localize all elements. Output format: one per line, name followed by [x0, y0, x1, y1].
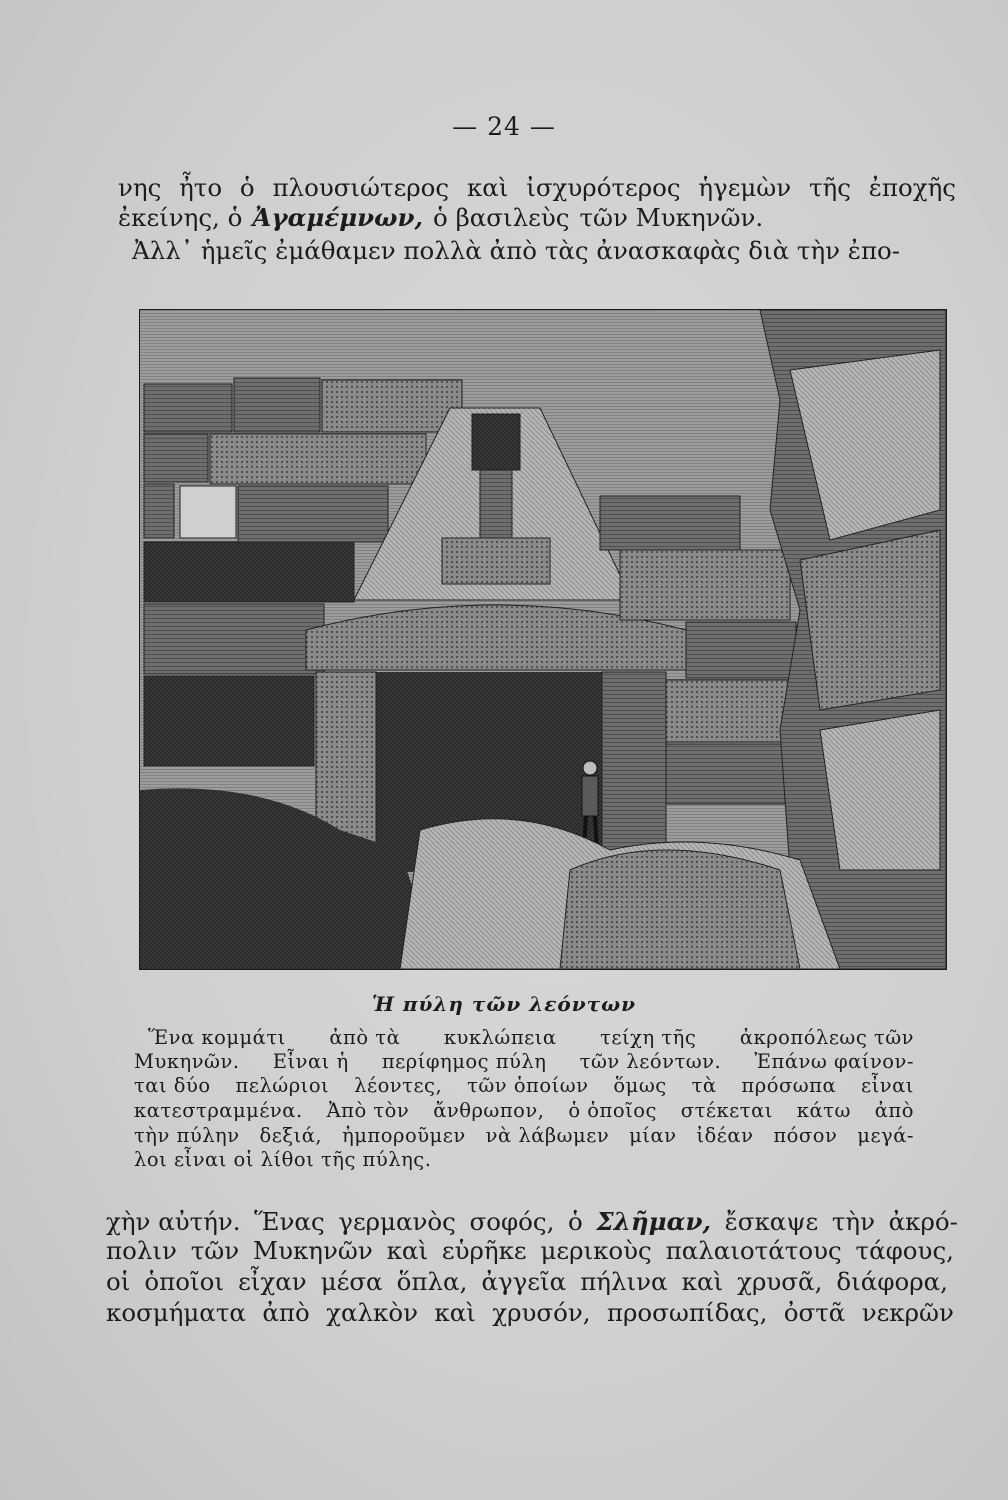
word: σοφός,	[469, 1207, 555, 1236]
word: χρυσᾶ,	[737, 1267, 823, 1296]
word: τὴν	[831, 1207, 875, 1236]
word: τῶν	[190, 1236, 240, 1265]
word: τῆς	[808, 173, 851, 202]
word: ὀστᾶ	[783, 1298, 846, 1327]
word: καὶ	[466, 173, 509, 202]
word: διάφορα,	[836, 1267, 948, 1296]
word: τῶν Μυκηνῶν.	[579, 203, 764, 232]
word: ται δύο	[134, 1074, 211, 1097]
word: ἐκείνης, ὁ	[118, 203, 243, 232]
word: δεξιά,	[259, 1124, 323, 1147]
word: πλουσιώτερος	[272, 173, 450, 202]
word: οἱ	[106, 1267, 131, 1296]
word: ἰδέαν	[696, 1124, 754, 1147]
text-line-7	[106, 1298, 954, 1328]
caption-line-6: λοι εἶναι οἱ λίθοι τῆς πύλης.	[134, 1148, 432, 1171]
caption-line-5	[134, 1124, 914, 1148]
word: κάτω	[796, 1099, 851, 1122]
text-line-6	[106, 1267, 948, 1297]
word: χαλκὸν	[326, 1298, 418, 1327]
word: ὅπλα,	[396, 1267, 468, 1296]
word: ὁ βασιλεὺς	[433, 203, 570, 232]
word: νὰ λάβωμεν	[485, 1124, 610, 1147]
word: προσωπίδας,	[606, 1298, 768, 1327]
name-schliemann: Σλῆμαν,	[596, 1207, 711, 1236]
word: ἠμποροῦμεν	[342, 1124, 466, 1147]
word: ἀκρό-	[888, 1207, 958, 1236]
word: Ἐπάνω φαίνον-	[754, 1050, 914, 1073]
caption-line-2	[134, 1050, 914, 1074]
word: τῶν ὁποίων	[467, 1074, 589, 1097]
word: ἡγεμὼν	[698, 173, 792, 202]
caption-line-1	[148, 1026, 914, 1050]
word: εὑρῆκε	[441, 1236, 527, 1265]
word: πρόσωπα	[741, 1074, 837, 1097]
word: πελώριοι	[235, 1074, 330, 1097]
word: ὁ	[567, 1207, 583, 1236]
word: μέσα	[320, 1267, 383, 1296]
word: περίφημος πύλη	[381, 1050, 547, 1073]
text-line-4	[106, 1207, 958, 1237]
word: στέκεται	[680, 1099, 773, 1122]
word: μεγά-	[857, 1124, 914, 1147]
caption-line-4	[134, 1099, 914, 1123]
word: Μυκηνῶν.	[134, 1050, 240, 1073]
word: ἀπὸ	[262, 1298, 310, 1327]
word: μίαν	[629, 1124, 677, 1147]
text-line-1	[118, 173, 956, 203]
word: ὁ	[239, 173, 255, 202]
figure-caption-title: Ἡ πύλη τῶν λεόντων	[371, 992, 636, 1016]
text-line-2	[118, 203, 956, 233]
word: ὁποῖοι	[144, 1267, 224, 1296]
name-agamemnon: Ἀγαμέμνων,	[252, 203, 424, 232]
word: τὴν πύλην	[134, 1124, 240, 1147]
word: κοσμήματα	[106, 1298, 246, 1327]
word: ἰσχυρότερος	[526, 173, 681, 202]
engraving-drawing	[140, 310, 946, 969]
word: ἦτο	[179, 173, 223, 202]
word: χρυσόν,	[492, 1298, 591, 1327]
word: ἄνθρωπον,	[433, 1099, 545, 1122]
word: πολιν	[106, 1236, 177, 1265]
word: ὅμως	[613, 1074, 667, 1097]
word: καὶ	[386, 1236, 429, 1265]
word: κατεστραμμένα.	[134, 1099, 303, 1122]
word: χὴν αὐτήν.	[106, 1207, 241, 1236]
word: ἀπὸ	[874, 1099, 914, 1122]
word: καὶ	[434, 1298, 476, 1327]
word: ἀκροπόλεως τῶν	[739, 1026, 914, 1049]
word: νης	[118, 173, 162, 202]
word: Ἀπὸ τὸν	[326, 1099, 410, 1122]
text-line-3: Ἀλλ᾿ ἡμεῖς ἐμάθαμεν πολλὰ ἀπὸ τὰς ἀνασκαφὰς διὰ τὴν ἐπο-	[132, 236, 901, 265]
word: τείχη τῆς	[600, 1026, 697, 1049]
word: ἔσκαψε	[724, 1207, 819, 1236]
word: ἀπὸ τὰ	[329, 1026, 401, 1049]
caption-line-3	[134, 1074, 914, 1098]
word: παλαιοτάτους	[665, 1236, 842, 1265]
text-line-5	[106, 1236, 954, 1266]
word: εἶναι	[861, 1074, 914, 1097]
word: Ἕνα κομμάτι	[148, 1026, 286, 1049]
word: τάφους,	[855, 1236, 954, 1265]
lion-gate-engraving	[139, 309, 947, 970]
word: ἀγγεῖα	[481, 1267, 567, 1296]
page-number: — 24 —	[452, 112, 556, 141]
word: νεκρῶν	[861, 1298, 954, 1327]
word: Μυκηνῶν	[253, 1236, 373, 1265]
word: κυκλώπεια	[443, 1026, 557, 1049]
word: Εἶναι ἡ	[272, 1050, 349, 1073]
word: ἐποχῆς	[868, 173, 956, 202]
word: εἶχαν	[238, 1267, 307, 1296]
word: καὶ	[681, 1267, 724, 1296]
word: πήλινα	[580, 1267, 668, 1296]
word: ὁ ὁποῖος	[568, 1099, 657, 1122]
word: Ἕνας	[254, 1207, 325, 1236]
word: τῶν λεόντων.	[579, 1050, 722, 1073]
word: πόσον	[773, 1124, 838, 1147]
word: γερμανὸς	[338, 1207, 456, 1236]
word: λέοντες,	[354, 1074, 443, 1097]
word: τὰ	[691, 1074, 717, 1097]
word: μερικοὺς	[540, 1236, 652, 1265]
